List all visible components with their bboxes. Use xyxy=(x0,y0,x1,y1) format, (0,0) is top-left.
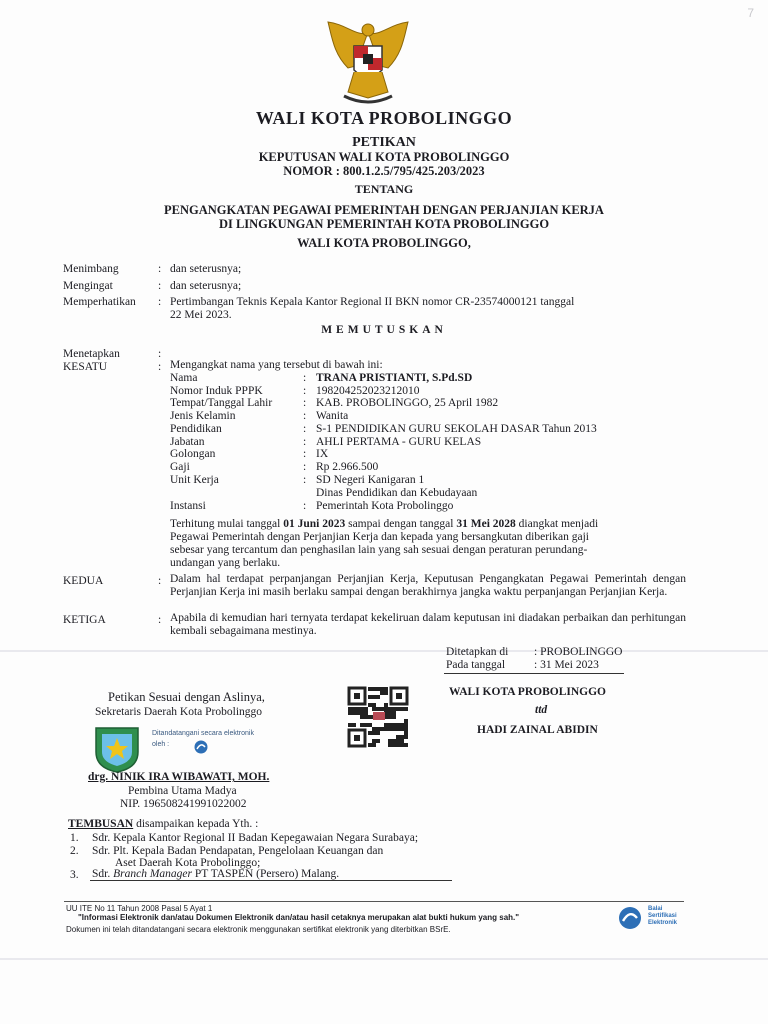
ketiga-label: KETIGA xyxy=(63,614,106,626)
field-value: AHLI PERTAMA - GURU KELAS xyxy=(316,436,482,448)
term-line-4: undangan yang berlaku. xyxy=(170,557,281,569)
field-label: Nomor Induk PPPK xyxy=(170,385,263,397)
city-seal-icon xyxy=(92,724,142,774)
tembusan-item: Sdr. Branch Manager PT TASPEN (Persero) Malang. xyxy=(92,868,340,880)
secretary-name: drg. NINIK IRA WIBAWATI, MOH. xyxy=(88,771,270,783)
field-label: Jabatan xyxy=(170,436,205,448)
esign-text-1: Ditandatangani secara elektronik xyxy=(152,730,254,737)
paper-fold-line xyxy=(0,958,768,960)
garuda-emblem-icon xyxy=(318,18,418,110)
certification-line-2: Sekretaris Daerah Kota Probolinggo xyxy=(95,706,263,718)
ketiga-text: Apabila di kemudian hari ternyata terdapat kekeliruan dalam keputusan ini diadakan perbaikan dan perhitungan kembali sebagaimana mestinya. xyxy=(170,612,686,637)
field-label: Golongan xyxy=(170,448,216,460)
footer-bsre-note: Dokumen ini telah ditandatangani secara elektronik menggunakan sertifikat elektronik yang diterbitkan BSrE. xyxy=(66,925,451,934)
term-line-2: Pegawai Pemerintah dengan Perjanjian Kerja dan kepada yang bersangkutan diberikan gaji xyxy=(170,531,589,543)
field-label: Pendidikan xyxy=(170,423,222,435)
memperhatikan-value: Pertimbangan Teknis Kepala Kantor Regional II BKN nomor CR-23574000121 tanggal xyxy=(170,296,575,308)
subject-line-2: DI LINGKUNGAN PEMERINTAH KOTA PROBOLINGGO xyxy=(218,217,550,231)
kesatu-intro: Mengangkat nama yang tersebut di bawah ini: xyxy=(170,359,383,371)
tembusan-item: Sdr. Kepala Kantor Regional II Badan Kepegawaian Negara Surabaya; xyxy=(92,832,419,844)
tentang-heading: TENTANG xyxy=(354,182,414,196)
date-label: Pada tanggal xyxy=(446,659,506,671)
field-label: Tempat/Tanggal Lahir xyxy=(170,397,273,409)
kedua-text: Dalam hal terdapat perpanjangan Perjanjian Kerja, Keputusan Pengangkatan Pegawai Pemerintah dengan Perjanjian Kerja ini masih berlaku sampai dengan berakhirnya jangka waktu perpanjangan Perjanjian Kerja. xyxy=(170,573,686,598)
field-label: Gaji xyxy=(170,461,190,473)
secretary-nip: NIP. 196508241991022002 xyxy=(120,798,247,810)
place-value: : PROBOLINGGO xyxy=(534,646,623,658)
field-value: TRANA PRISTIANTI, S.Pd.SD xyxy=(316,372,473,384)
footer-law: UU ITE No 11 Tahun 2008 Pasal 5 Ayat 1 xyxy=(66,904,213,913)
field-label: Unit Kerja xyxy=(170,474,219,486)
memperhatikan-value-2: 22 Mei 2023. xyxy=(170,309,232,321)
field-label: Jenis Kelamin xyxy=(170,410,236,422)
subject-line-1: PENGANGKATAN PEGAWAI PEMERINTAH DENGAN PERJANJIAN KERJA xyxy=(164,203,604,217)
field-value: Rp 2.966.500 xyxy=(316,461,379,473)
place-label: Ditetapkan di xyxy=(446,646,509,658)
bsre-logo-icon xyxy=(194,740,208,754)
bsre-label: Balai Sertifikasi Elektronik xyxy=(648,906,678,926)
mengingat-label: Mengingat xyxy=(63,280,113,292)
footer-divider xyxy=(64,901,684,902)
field-value: Dinas Pendidikan dan Kebudayaan xyxy=(316,487,478,499)
divider xyxy=(444,673,624,674)
signatory-name: HADI ZAINAL ABIDIN xyxy=(477,724,598,736)
decree-number: NOMOR : 800.1.2.5/795/425.203/2023 xyxy=(283,164,485,178)
kesatu-label: KESATU xyxy=(63,361,108,373)
esign-text-2: oleh : xyxy=(152,741,170,748)
footer-quote: "Informasi Elektronik dan/atau Dokumen Elektronik dan/atau hasil cetaknya merupakan alat bukti hukum yang sah." xyxy=(78,913,520,922)
date-value: : 31 Mei 2023 xyxy=(534,659,599,671)
secretary-rank: Pembina Utama Madya xyxy=(128,785,237,797)
field-label: Instansi xyxy=(170,500,206,512)
certification-line-1: Petikan Sesuai dengan Aslinya, xyxy=(108,690,265,704)
tembusan-item: Aset Daerah Kota Probolinggo; xyxy=(115,857,261,869)
ttd-mark: ttd xyxy=(535,704,548,716)
memperhatikan-label: Memperhatikan xyxy=(63,296,136,308)
field-label: Nama xyxy=(170,372,198,384)
menetapkan-label: Menetapkan xyxy=(63,348,120,360)
field-value: KAB. PROBOLINGGO, 25 April 1982 xyxy=(316,397,499,409)
decree-title: KEPUTUSAN WALI KOTA PROBOLINGGO xyxy=(258,150,510,164)
menimbang-label: Menimbang xyxy=(63,263,119,275)
issuer: WALI KOTA PROBOLINGGO, xyxy=(297,236,471,250)
tembusan-item-number: 1. xyxy=(70,832,79,844)
doc-type: PETIKAN xyxy=(352,135,416,150)
field-value: SD Negeri Kanigaran 1 xyxy=(316,474,425,486)
divider xyxy=(90,880,452,881)
signatory-title: WALI KOTA PROBOLINGGO xyxy=(449,686,606,698)
field-value: Pemerintah Kota Probolinggo xyxy=(316,500,454,512)
bsre-footer-logo-icon xyxy=(618,906,642,930)
page-corner-number: 7 xyxy=(747,6,754,20)
paper-fold-line xyxy=(0,650,768,652)
menimbang-value: dan seterusnya; xyxy=(170,263,242,275)
document-page: 7 WALI KOTA PROBOLINGGO PETIKAN KEPUTUSAN WALI KOTA PROBOLINGGO NOMOR : 800.1.2.5/795/425.203/2023 TENTANG PENGANGKATAN PEGAWAI PEMERINTAH DENGAN PERJANJIAN KERJA DI LINGKUNGAN PEMERINTAH KOTA PROBOLINGGO WALI KOTA PROBOLINGGO, Menimbang : dan seterusnya; Mengingat : dan seterusnya; Memperhatikan : Pertimbangan Teknis Kepala Kantor Regional II BKN nomor CR-23574000121 tanggal 22 Mei 2023. MEMUTUSKAN Menetapkan : KESATU : Mengangkat nama yang tersebut di bawah ini: Nama : TRANA PRISTIANTI, S.Pd.SD Nomor Induk PPPK : 198204252023212010 Tempat/Tanggal Lahir : KAB. PROBOLINGGO, 25 April 1982 Jenis Kelamin : Wanita Pendidikan : S-1 PENDIDIKAN GURU SEKOLAH DASAR Tahun 2013 Jabatan : AHLI PERTAMA - GURU KELAS Golongan : IX Gaji : Rp 2.966.500 Unit Kerja : SD Negeri Kanigaran 1 Dinas Pendidikan dan Kebudayaan Instansi : Pemerintah Kota Probolinggo Terhitung mulai tanggal 01 Juni 2023 sampai dengan tanggal 31 Mei 2028 diangkat menjadi Pegawai Pemerintah dengan Perjanjian Kerja dan kepada yang bersangkutan diberikan gaji sebesar yang tercantum dan penghasilan lain yang sah sesuai dengan peraturan perundang- undangan yang berlaku. KEDUA : Dalam hal terdapat perpanjangan Perjanjian Kerja, Keputusan Pengangkatan Pegawai Pemerintah dengan Perjanjian Kerja ini masih berlaku sampai dengan berakhirnya jangka waktu perpanjangan Perjanjian Kerja. KETIGA : Apabila di kemudian hari ternyata terdapat kekeliruan dalam keputusan ini diadakan perbaikan dan perhitungan kembali sebagaimana mestinya. Ditetapkan di : PROBOLINGGO Pada tanggal : 31 Mei 2023 WALI KOTA PROBOLINGGO ttd HADI ZAINAL ABIDIN Petikan Sesuai dengan Aslinya, Sekretaris Daerah Kota Probolinggo Ditandatangani secara elektronik oleh : drg. NINIK IRA WIBAWATI, MOH. Pembina Utama Madya NIP. 196508241991022002 TEMBUSAN disampaikan kepada Yth. : 1. Sdr. Kepala Kantor Regional II Badan Kepegawaian Negara Surabaya; 2. Sdr. Plt. Kepala Badan Pendapatan, Pengelolaan Keuangan dan Aset Daerah Kota Probolinggo; 3. Sdr. Branch Manager PT TASPEN (Persero) Malang. UU ITE No 11 Tahun 2008 Pasal 5 Ayat 1 "Informasi Elektronik dan/atau Dokumen Elektronik dan/atau hasil cetaknya merupakan alat bukti hukum yang sah." Dokumen ini telah ditandatangani secara elektronik menggunakan sertifikat elektronik yang diterbitkan BSrE. Balai Sertifikasi Elektronik xyxy=(0,0,768,1024)
page-title: WALI KOTA PROBOLINGGO xyxy=(255,108,513,128)
tembusan-item-number: 3. xyxy=(70,869,79,881)
field-value: IX xyxy=(316,448,329,460)
mengingat-value: dan seterusnya; xyxy=(170,280,242,292)
memutuskan-heading: MEMUTUSKAN xyxy=(321,324,447,336)
qr-code-icon xyxy=(347,686,409,748)
tembusan-item-number: 2. xyxy=(70,845,79,857)
term-line-1: Terhitung mulai tanggal 01 Juni 2023 sampai dengan tanggal 31 Mei 2028 diangkat menjadi xyxy=(170,518,599,530)
kedua-label: KEDUA xyxy=(63,575,104,587)
tembusan-item: Sdr. Plt. Kepala Badan Pendapatan, Pengelolaan Keuangan dan xyxy=(92,845,384,857)
field-value: Wanita xyxy=(316,410,349,422)
field-value: S-1 PENDIDIKAN GURU SEKOLAH DASAR Tahun 2013 xyxy=(316,423,597,435)
tembusan-heading: TEMBUSAN disampaikan kepada Yth. : xyxy=(68,818,259,830)
term-line-3: sebesar yang tercantum dan penghasilan lain yang sah sesuai dengan peraturan perundang- xyxy=(170,544,588,556)
field-value: 198204252023212010 xyxy=(316,385,420,397)
